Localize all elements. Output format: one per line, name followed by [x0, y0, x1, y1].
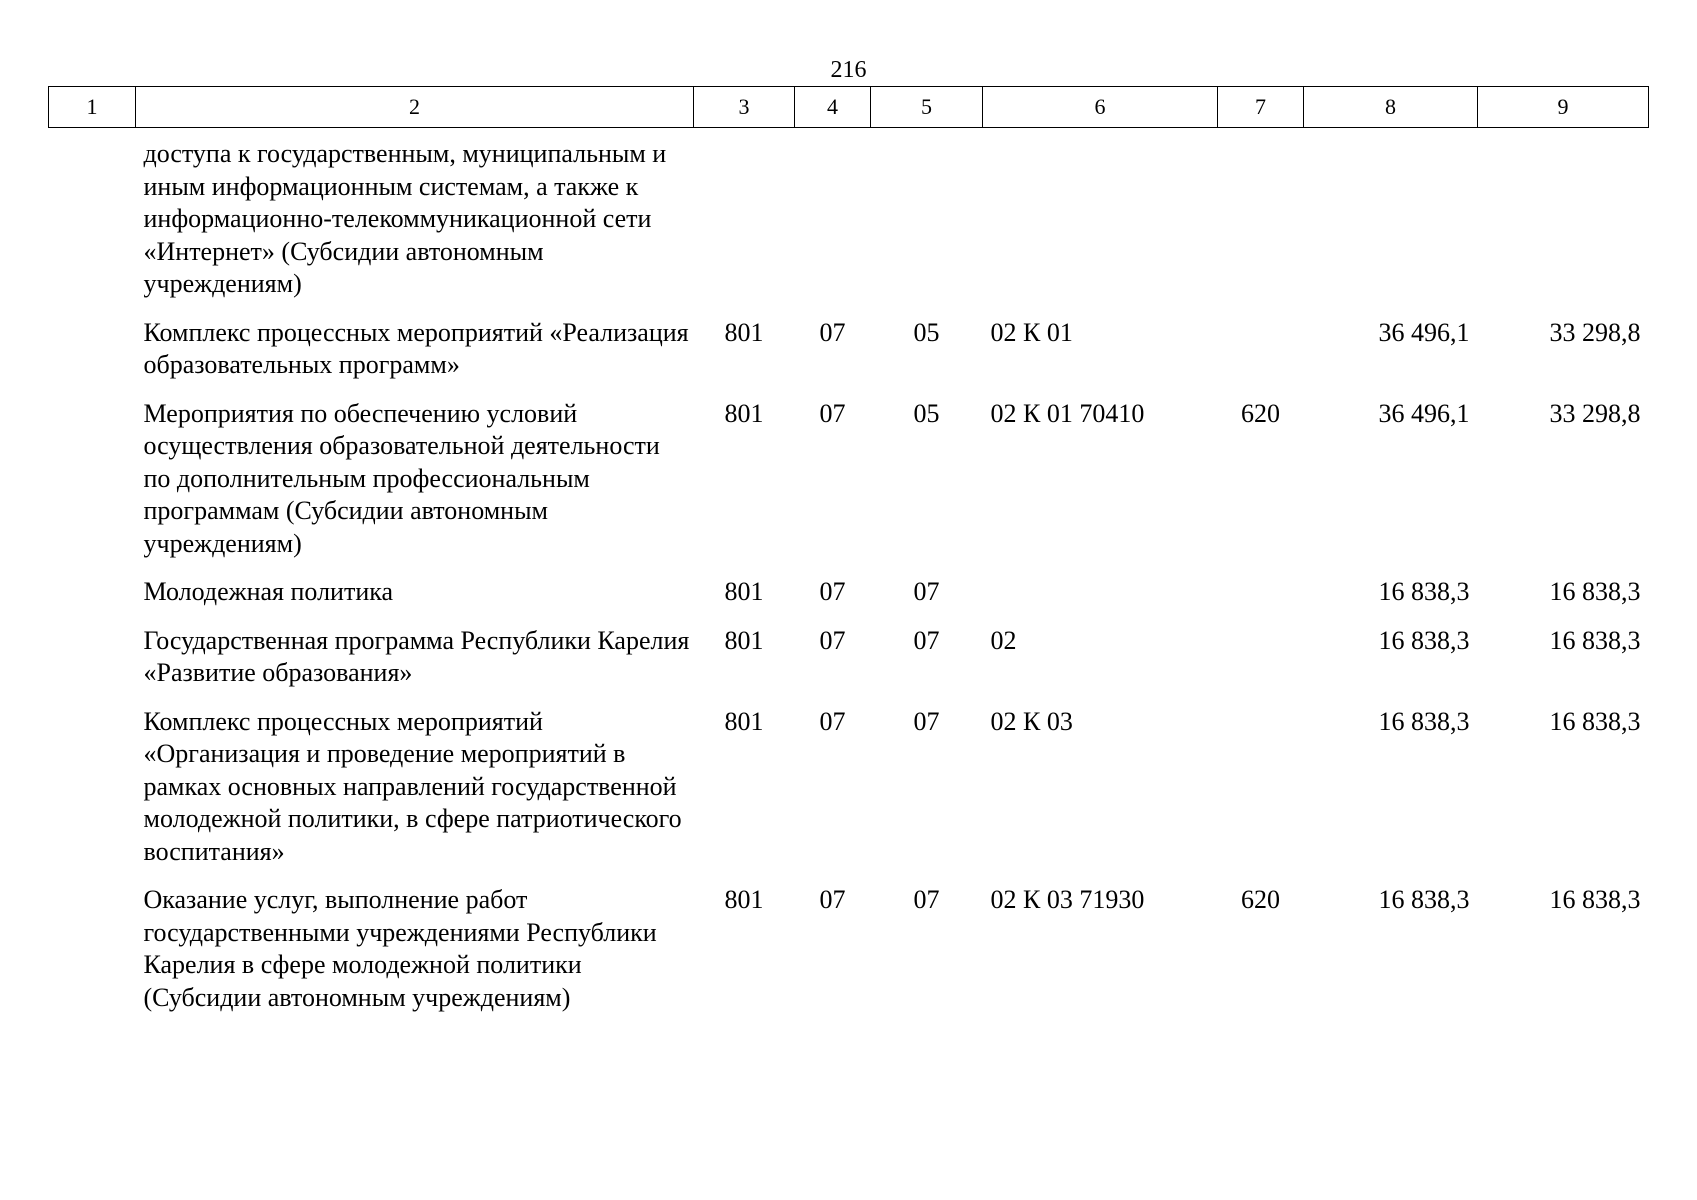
row-section: 07 — [819, 398, 846, 428]
row-amount-8: 16 838,3 — [1378, 577, 1470, 606]
row-amount-8 — [1304, 128, 1478, 317]
row-target-article: 02 — [990, 625, 1017, 655]
row-target-article — [983, 128, 1218, 317]
row-subsection: 07 — [913, 706, 940, 736]
row-target-article: 02 К 01 — [990, 317, 1073, 347]
column-header-2: 2 — [136, 87, 694, 128]
row-admin-code: 801 — [724, 577, 764, 606]
column-header-3: 3 — [694, 87, 795, 128]
row-admin-code: 801 — [724, 317, 764, 347]
row-admin-code: 801 — [724, 625, 764, 655]
row-amount-9 — [1478, 128, 1649, 317]
row-expense-type — [1218, 128, 1304, 317]
table-row — [49, 398, 1649, 577]
row-subsection: 07 — [913, 885, 940, 914]
row-amount-8: 16 838,3 — [1378, 706, 1470, 736]
budget-table — [48, 86, 1649, 1030]
table-row — [49, 576, 1649, 625]
row-section: 07 — [819, 625, 846, 655]
row-amount-8: 36 496,1 — [1378, 317, 1470, 347]
row-amount-8: 16 838,3 — [1378, 625, 1470, 655]
row-subsection: 05 — [913, 317, 940, 347]
row-target-article — [983, 576, 1218, 625]
row-description: Комплекс процессных мероприятий «Организация и проведение мероприятий в рамках основных направлений государственной молодежной политики, в сфере патриотического воспитания» — [143, 706, 682, 866]
row-section: 07 — [819, 706, 846, 736]
row-description: Оказание услуг, выполнение работ государственными учреждениями Республики Карелия в сфере молодежной политики (Субсидии автономным учреждениям) — [143, 885, 657, 1012]
row-section: 07 — [819, 577, 846, 606]
column-header-6: 6 — [983, 87, 1218, 128]
table-row — [49, 317, 1649, 398]
row-expense-type: 620 — [1241, 885, 1280, 914]
row-amount-9: 33 298,8 — [1549, 317, 1641, 347]
column-header-4: 4 — [795, 87, 871, 128]
row-amount-9: 16 838,3 — [1549, 625, 1641, 655]
column-header-7: 7 — [1218, 87, 1304, 128]
row-admin-code — [694, 128, 795, 317]
row-description: Комплекс процессных мероприятий «Реализация образовательных программ» — [143, 317, 689, 379]
row-target-article: 02 К 01 70410 — [990, 398, 1145, 428]
column-header-8: 8 — [1304, 87, 1478, 128]
row-section: 07 — [819, 885, 846, 914]
table-row — [49, 625, 1649, 706]
row-subsection: 05 — [913, 398, 940, 428]
row-target-article: 02 К 03 71930 — [990, 885, 1145, 914]
row-expense-type — [1218, 317, 1304, 398]
table-row — [49, 128, 1649, 317]
row-amount-9: 16 838,3 — [1549, 885, 1641, 914]
row-expense-type — [1218, 576, 1304, 625]
table-row — [49, 884, 1649, 1030]
column-header-1: 1 — [49, 87, 136, 128]
row-amount-8: 16 838,3 — [1378, 885, 1470, 914]
row-section: 07 — [819, 317, 846, 347]
row-expense-type — [1218, 625, 1304, 706]
row-amount-9: 16 838,3 — [1549, 577, 1641, 606]
row-expense-type — [1218, 706, 1304, 885]
table-row — [49, 706, 1649, 885]
row-expense-type: 620 — [1241, 398, 1280, 428]
row-amount-9: 16 838,3 — [1549, 706, 1641, 736]
row-target-article: 02 К 03 — [990, 706, 1073, 736]
row-subsection: 07 — [913, 577, 940, 606]
column-header-9: 9 — [1478, 87, 1649, 128]
row-admin-code: 801 — [724, 706, 764, 736]
row-description: Государственная программа Республики Карелия «Развитие образования» — [143, 625, 690, 687]
row-section — [795, 128, 871, 317]
row-subsection: 07 — [913, 625, 940, 655]
page-number: 216 — [830, 57, 867, 83]
row-admin-code: 801 — [724, 398, 764, 428]
row-subsection — [871, 128, 983, 317]
row-amount-8: 36 496,1 — [1378, 398, 1470, 428]
column-number-header-row — [49, 87, 1649, 128]
row-amount-9: 33 298,8 — [1549, 398, 1641, 428]
row-description: Молодежная политика — [143, 577, 394, 606]
column-header-5: 5 — [871, 87, 983, 128]
row-description: Мероприятия по обеспечению условий осуществления образовательной деятельности по дополнительным профессиональным программам (Субсидии автономным учреждениям) — [143, 398, 660, 558]
row-admin-code: 801 — [724, 885, 764, 914]
row-description: доступа к государственным, муниципальным и иным информационным системам, а также к информационно-телекоммуникационной сети «Интернет» (Субсидии автономным учреждениям) — [143, 139, 667, 298]
